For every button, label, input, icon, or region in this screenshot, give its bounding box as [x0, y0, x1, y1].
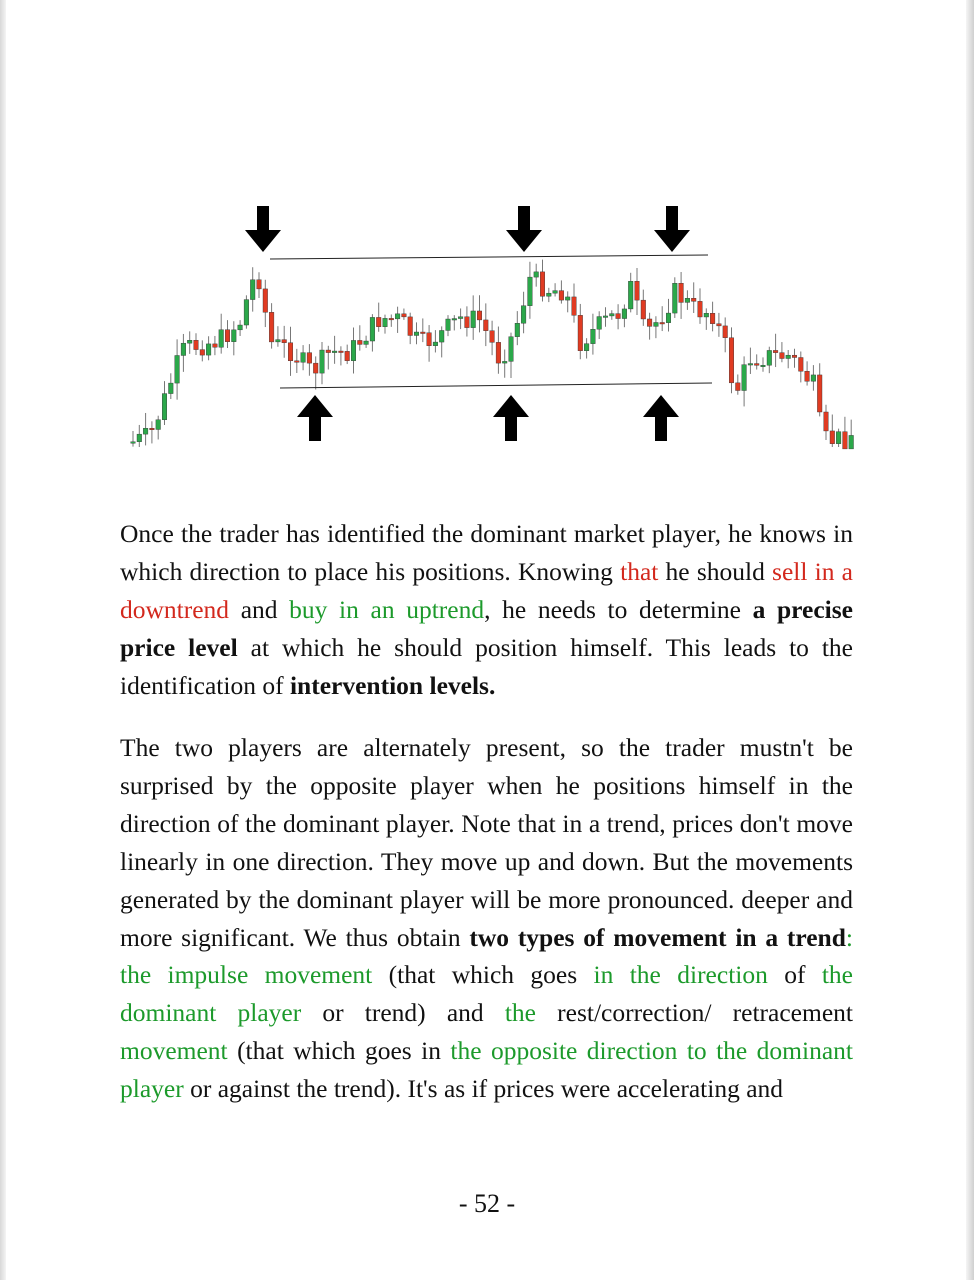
paragraph-2 — [120, 729, 853, 1108]
candle-body — [320, 350, 325, 373]
p1-bold-intervention-levels: intervention levels. — [289, 670, 496, 700]
candle-body — [276, 340, 281, 342]
candle-body — [773, 350, 778, 352]
candle-body — [547, 293, 552, 296]
candle-body — [458, 317, 463, 319]
p2-highlight-dominant-player: the dominant player — [120, 960, 853, 1028]
candle-body — [263, 289, 268, 312]
candle-body — [206, 344, 211, 355]
candle-body — [647, 319, 652, 326]
candle-body — [628, 281, 633, 309]
candle-body — [767, 350, 772, 365]
candle-body — [754, 364, 759, 366]
candle-body — [824, 412, 829, 431]
candle-body — [641, 300, 646, 319]
candle-body — [194, 340, 199, 349]
candle-body — [225, 330, 230, 342]
candle-body — [471, 311, 476, 328]
candle-body — [515, 323, 520, 336]
candle-body — [799, 357, 804, 371]
p1-text-4: , he needs to determine — [484, 594, 753, 624]
candle-body — [496, 342, 501, 363]
candle-body — [559, 291, 564, 300]
p1-highlight-sell-downtrend: sell in a downtrend — [120, 556, 853, 624]
candle-body — [477, 311, 482, 320]
candle-body — [376, 317, 381, 326]
candle-body — [213, 344, 218, 347]
p2-text-7: or against the trend). It's as if prices were accelerating and — [183, 1074, 784, 1104]
candle-body — [553, 291, 558, 294]
p2-bold-two-types: two types of movement in a trend — [469, 922, 846, 952]
candle-body — [313, 363, 318, 373]
arrow-up-icon — [493, 395, 529, 441]
p1-text-5: at which he should position himself. This leads to the identification of — [120, 632, 854, 700]
candle-body — [150, 428, 155, 430]
candle-body — [326, 350, 331, 353]
candle-body — [597, 317, 602, 330]
candle-body — [805, 371, 810, 381]
p2-highlight-the: the — [504, 998, 536, 1028]
p2-text-1: The two players are alternately present, so the trader mustn't be surprised by the opposite player when he positions himself in the direction of the dominant player. Note that in a trend, prices don't move linearly in one direction. They move up and down. But the movements generated by the dominant player will be more pronounced. deeper and more significant. We thus obtain — [120, 733, 853, 952]
arrow-down-icon — [506, 206, 542, 252]
p2-text-2: (that which goes — [372, 960, 594, 990]
candle-body — [200, 350, 205, 356]
candle-body — [811, 375, 816, 381]
candle-body — [351, 340, 356, 360]
p1-text-3: and — [229, 594, 290, 624]
candle-body — [131, 442, 136, 444]
p2-highlight-impulse: : the impulse movement — [120, 922, 853, 990]
candle-body — [528, 277, 533, 306]
arrow-down-icon — [245, 206, 281, 252]
candle-body — [698, 301, 703, 317]
candle-body — [603, 316, 608, 318]
support-line — [280, 383, 712, 388]
candle-body — [395, 314, 400, 319]
candle-body — [610, 314, 615, 316]
candle-body — [591, 329, 596, 343]
candle-body — [175, 355, 180, 383]
candle-body — [269, 312, 274, 342]
p2-highlight-in-direction: in the direction — [593, 960, 768, 990]
candle-body — [389, 318, 394, 320]
candle-body — [250, 280, 255, 300]
candle-body — [414, 332, 419, 335]
p1-text-2: he should — [658, 556, 773, 586]
candle-body — [565, 297, 570, 300]
candle-body — [295, 361, 300, 363]
candle-body — [723, 326, 728, 338]
candle-body — [540, 272, 545, 296]
candle-body — [578, 315, 583, 350]
arrow-up-icon — [297, 395, 333, 441]
candle-body — [137, 434, 142, 442]
p1-highlight-that: that — [620, 556, 659, 586]
candle-body — [408, 317, 413, 336]
candle-body — [729, 338, 734, 383]
candle-body — [465, 317, 470, 328]
candle-body — [691, 298, 696, 301]
candle-body — [370, 317, 375, 341]
candle-body — [232, 330, 237, 342]
candle-body — [660, 322, 665, 324]
candle-body — [307, 353, 312, 364]
candle-body — [786, 355, 791, 358]
candle-body — [156, 420, 161, 430]
resistance-line — [270, 255, 708, 259]
candle-body — [238, 325, 243, 330]
candle-body — [710, 313, 715, 323]
candle-body — [364, 341, 369, 344]
candle-body — [704, 313, 709, 317]
candle-body — [685, 298, 690, 302]
candle-body — [257, 280, 262, 289]
candle-body — [433, 342, 438, 346]
candle-body — [679, 283, 684, 302]
candle-body — [817, 375, 822, 412]
candle-body — [502, 361, 507, 363]
candle-body — [622, 309, 627, 319]
p2-text-5: rest/correction/ retracement — [535, 998, 853, 1028]
candle-body — [792, 355, 797, 357]
candle-body — [572, 297, 577, 315]
paragraph-1 — [120, 515, 853, 705]
candle-body — [332, 351, 337, 353]
candle-body — [849, 435, 854, 448]
candle-body — [452, 319, 457, 321]
candle-body — [339, 351, 344, 353]
candle-body — [187, 340, 192, 343]
candle-body — [534, 272, 539, 277]
candle-body — [484, 320, 489, 331]
p1-text-1: Once the trader has identified the dominant market player, he knows in which direction to place his positions. Knowing — [120, 519, 853, 586]
p1-highlight-buy-uptrend: buy in an uptrend — [289, 594, 485, 624]
p1-bold-precise-price-level: a precise price level — [120, 594, 853, 662]
candle-body — [584, 344, 589, 351]
candle-body — [446, 319, 451, 330]
p2-highlight-opposite-direction: the opposite direction to the dominant player — [120, 1036, 853, 1104]
p2-text-4: or trend) and — [301, 998, 505, 1028]
candle-body — [616, 314, 621, 319]
candle-body — [301, 353, 306, 363]
p2-text-6: (that which goes in — [227, 1036, 451, 1066]
candlestick-series — [131, 260, 854, 449]
candlestick-chart-figure — [0, 0, 974, 470]
candle-body — [181, 343, 186, 355]
candle-body — [143, 428, 148, 434]
candle-body — [666, 313, 671, 323]
candle-body — [836, 432, 841, 444]
candle-body — [736, 383, 741, 391]
arrow-down-icon — [654, 206, 690, 252]
candle-body — [439, 330, 444, 342]
candle-body — [673, 283, 678, 313]
candle-body — [780, 353, 785, 359]
candle-body — [358, 340, 363, 344]
candle-body — [521, 306, 526, 324]
candle-body — [843, 432, 848, 449]
candle-body — [635, 281, 640, 300]
candle-body — [427, 333, 432, 346]
candle-body — [830, 431, 835, 444]
candle-body — [345, 351, 350, 360]
candle-body — [219, 330, 224, 348]
arrow-up-icon — [643, 395, 679, 441]
p2-highlight-movement: movement — [120, 1036, 228, 1066]
candle-body — [509, 337, 514, 362]
page-number: - 52 - — [458, 1189, 516, 1218]
candle-body — [162, 394, 167, 420]
candle-body — [282, 340, 287, 343]
candle-body — [748, 364, 753, 366]
candle-body — [402, 314, 407, 317]
candle-body — [421, 332, 426, 334]
candle-body — [244, 300, 249, 325]
candle-body — [742, 365, 747, 391]
p2-text-3: of — [767, 960, 822, 990]
candle-body — [717, 324, 722, 326]
candle-body — [490, 331, 495, 343]
candle-body — [169, 383, 174, 393]
candle-body — [654, 322, 659, 326]
candle-body — [288, 343, 293, 361]
candle-body — [761, 365, 766, 367]
candle-body — [383, 318, 388, 326]
